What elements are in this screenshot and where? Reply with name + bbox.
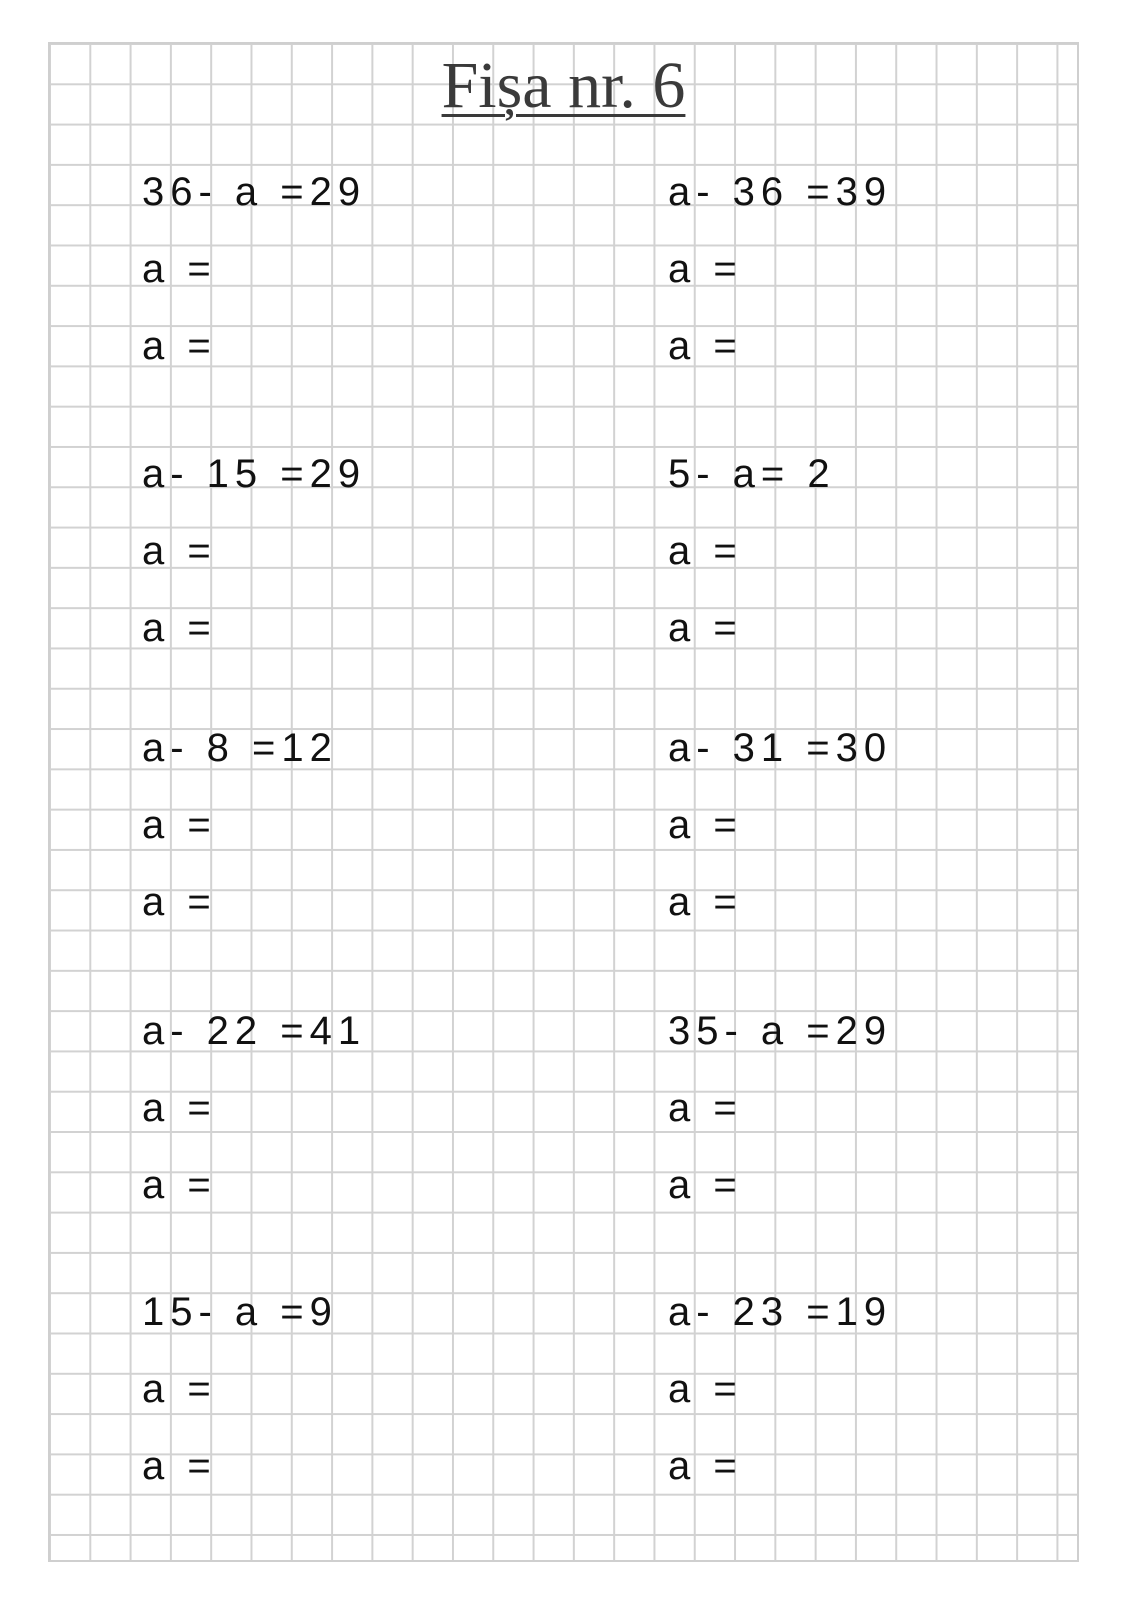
- exercise-equation: 35- a =29: [668, 1009, 893, 1053]
- answer-line: a =: [142, 1163, 217, 1207]
- exercise-equation: a- 15 =29: [142, 452, 367, 496]
- answer-line: a =: [142, 880, 217, 924]
- exercise-equation: 36- a =29: [142, 170, 367, 214]
- answer-line: a =: [142, 529, 217, 573]
- answer-line: a =: [142, 324, 217, 368]
- exercise-equation: a- 8 =12: [142, 726, 338, 770]
- answer-line: a =: [142, 1367, 217, 1411]
- answer-line: a =: [668, 1367, 743, 1411]
- answer-line: a =: [668, 529, 743, 573]
- answer-line: a =: [668, 606, 743, 650]
- answer-line: a =: [668, 1163, 743, 1207]
- answer-line: a =: [668, 1086, 743, 1130]
- exercise-equation: a- 36 =39: [668, 170, 893, 214]
- answer-line: a =: [142, 1086, 217, 1130]
- exercise-equation: a- 31 =30: [668, 726, 893, 770]
- exercise-equation: a- 23 =19: [668, 1290, 893, 1334]
- answer-line: a =: [142, 606, 217, 650]
- answer-line: a =: [668, 803, 743, 847]
- exercise-equation: 5- a= 2: [668, 452, 836, 496]
- answer-line: a =: [668, 1444, 743, 1488]
- grid-worksheet: [48, 42, 1079, 1562]
- exercise-equation: a- 22 =41: [142, 1009, 367, 1053]
- answer-line: a =: [668, 880, 743, 924]
- answer-line: a =: [142, 803, 217, 847]
- page-title: Fișa nr. 6: [441, 49, 686, 122]
- exercise-equation: 15- a =9: [142, 1290, 338, 1334]
- answer-line: a =: [668, 247, 743, 291]
- answer-line: a =: [668, 324, 743, 368]
- answer-line: a =: [142, 247, 217, 291]
- answer-line: a =: [142, 1444, 217, 1488]
